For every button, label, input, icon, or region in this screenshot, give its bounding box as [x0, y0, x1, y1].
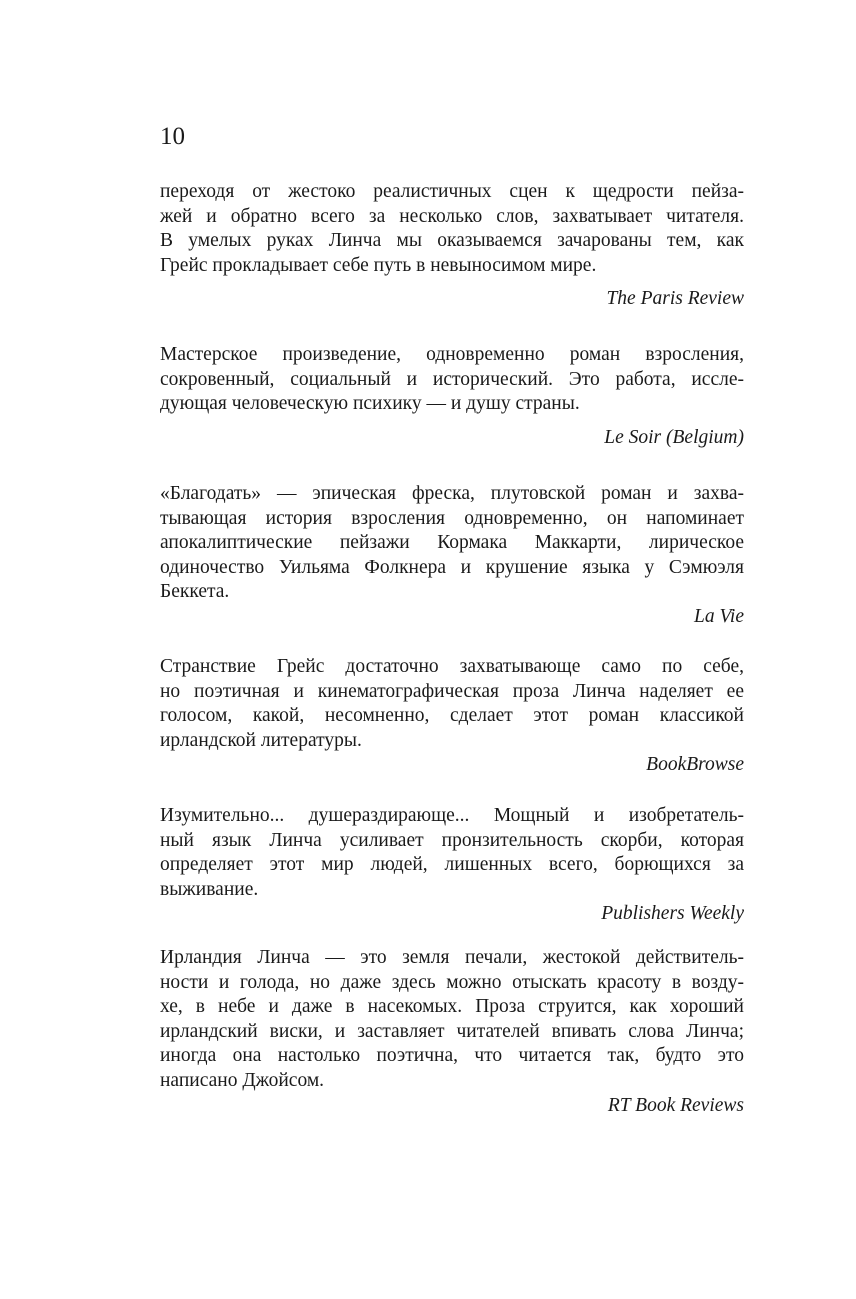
- review-le-soir: [160, 343, 744, 450]
- review-line: Беккета.: [160, 581, 230, 603]
- review-source: La Vie: [693, 605, 744, 627]
- review-line: одиночество Уильяма Фолкнера и крушение языка у Сэмюэля: [160, 556, 744, 578]
- review-line: жей и обратно всего за несколько слов, захватывает читателя.: [160, 205, 744, 227]
- review-source: Publishers Weekly: [601, 903, 744, 925]
- review-bookbrowse: [160, 655, 744, 778]
- review-line: «Благодать» — эпическая фреска, плутовской роман и захва-: [160, 483, 744, 504]
- review-line: дующая человеческую психику — и душу страны.: [160, 393, 580, 415]
- review-line: определяет этот мир людей, лишенных всего, борющихся за: [160, 854, 744, 876]
- review-source: RT Book Reviews: [607, 1094, 744, 1116]
- review-publishers-weekly: [160, 804, 744, 927]
- review-source: The Paris Review: [606, 288, 744, 310]
- review-line: В умелых руках Линча мы оказываемся зачарованы тем, как: [160, 230, 744, 252]
- review-rt-book-reviews: [160, 946, 744, 1118]
- review-line: апокалиптические пейзажи Кормака Маккарти, лирическое: [160, 532, 744, 554]
- review-line: ный язык Линча усиливает пронзительность скорби, которая: [160, 829, 744, 851]
- review-line: ирландский виски, и заставляет читателей впивать слова Линча;: [160, 1020, 744, 1042]
- review-line: Странствие Грейс достаточно захватывающе само по себе,: [160, 656, 744, 677]
- review-line: сокровенный, социальный и исторический. Это работа, иссле-: [160, 368, 744, 390]
- review-line: переходя от жестоко реалистичных сцен к щедрости пейза-: [160, 181, 744, 202]
- review-line: но поэтичная и кинематографическая проза Линча наделяет ее: [160, 680, 744, 702]
- review-source: BookBrowse: [646, 754, 744, 776]
- page-number: 10: [160, 123, 185, 150]
- review-line: ирландской литературы.: [160, 729, 362, 751]
- review-line: Мастерское произведение, одновременно роман взросления,: [160, 344, 744, 365]
- review-line: голосом, какой, несомненно, сделает этот роман классикой: [160, 705, 744, 727]
- review-line: хе, в небе и даже в насекомых. Проза струится, как хороший: [160, 996, 744, 1018]
- review-line: тывающая история взросления одновременно, он напоминает: [160, 507, 744, 529]
- review-paris-review: [160, 180, 744, 312]
- review-line: выживание.: [160, 878, 259, 900]
- review-la-vie: [160, 482, 744, 630]
- review-line: Изумительно... душераздирающе... Мощный и изобретатель-: [160, 805, 744, 826]
- review-line: Грейс прокладывает себе путь в невыносимом мире.: [160, 254, 597, 276]
- review-line: написано Джойсом.: [160, 1069, 325, 1091]
- review-line: иногда она настолько поэтична, что читается так, будто это: [160, 1045, 744, 1067]
- review-source: Le Soir (Belgium): [604, 426, 744, 448]
- review-line: ности и голода, но даже здесь можно отыскать красоту в возду-: [160, 971, 744, 993]
- review-line: Ирландия Линча — это земля печали, жестокой действитель-: [160, 947, 744, 968]
